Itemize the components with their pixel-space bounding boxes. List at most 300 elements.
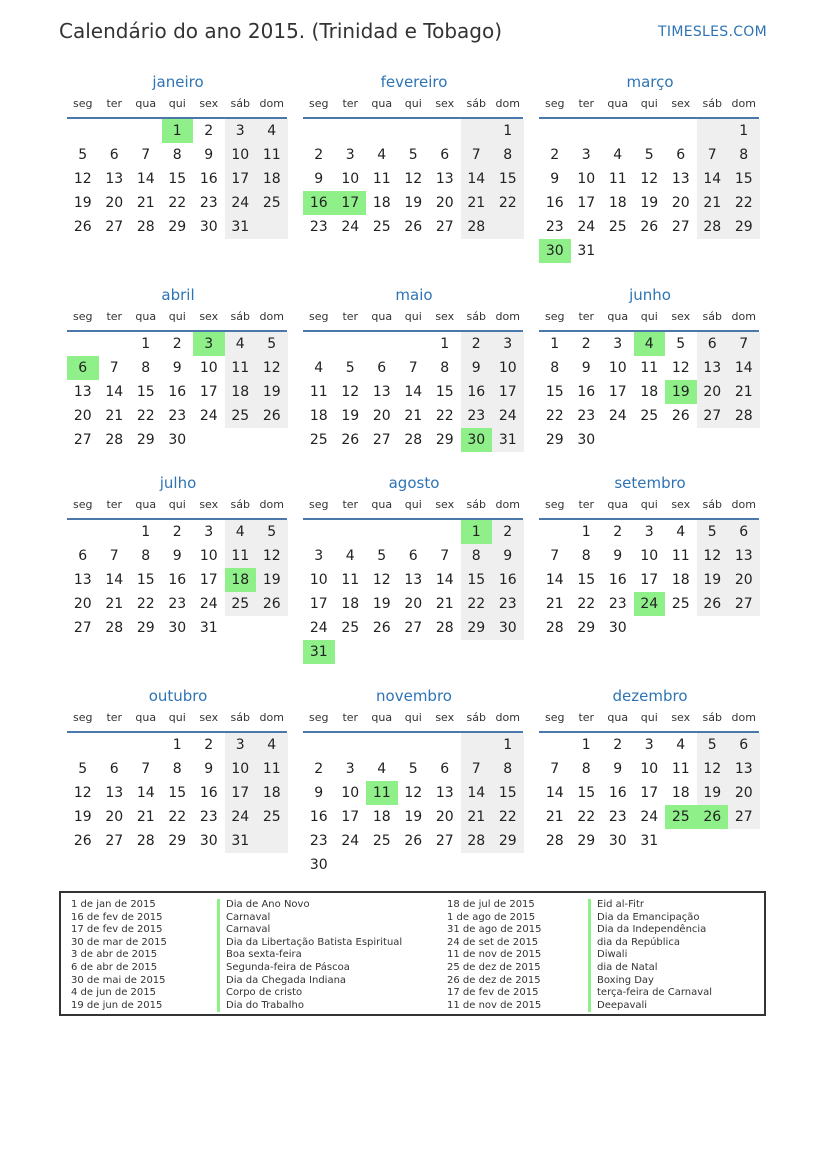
day-cell[interactable]: 20 xyxy=(105,195,124,211)
day-cell[interactable]: 24 xyxy=(634,592,666,616)
day-cell[interactable]: 31 xyxy=(225,829,257,853)
day-cell[interactable]: 13 xyxy=(73,572,92,588)
day-cell[interactable]: 25 xyxy=(372,219,391,235)
day-cell[interactable]: 5 xyxy=(256,520,288,544)
day-cell[interactable]: 2 xyxy=(581,336,591,352)
day-cell[interactable]: 15 xyxy=(168,785,187,801)
day-cell[interactable]: 25 xyxy=(608,219,627,235)
day-cell[interactable]: 22 xyxy=(492,191,524,215)
day-cell[interactable]: 25 xyxy=(341,620,360,636)
day-cell[interactable]: 28 xyxy=(136,219,155,235)
day-cell[interactable]: 12 xyxy=(671,360,690,376)
day-cell[interactable]: 9 xyxy=(492,544,524,568)
day-cell[interactable]: 11 xyxy=(225,544,257,568)
day-cell[interactable]: 11 xyxy=(225,356,257,380)
day-cell[interactable]: 21 xyxy=(435,596,454,612)
day-cell[interactable]: 6 xyxy=(697,332,729,356)
day-cell[interactable]: 16 xyxy=(168,384,187,400)
day-cell[interactable]: 13 xyxy=(73,384,92,400)
day-cell[interactable]: 16 xyxy=(545,195,564,211)
day-cell[interactable]: 30 xyxy=(608,833,627,849)
day-cell[interactable]: 1 xyxy=(728,119,760,143)
day-cell[interactable]: 22 xyxy=(492,805,524,829)
day-cell[interactable]: 14 xyxy=(545,572,564,588)
day-cell[interactable]: 14 xyxy=(105,572,124,588)
day-cell[interactable]: 31 xyxy=(303,640,335,664)
day-cell[interactable]: 9 xyxy=(204,761,214,777)
day-cell[interactable]: 15 xyxy=(168,171,187,187)
day-cell[interactable]: 10 xyxy=(341,171,360,187)
day-cell[interactable]: 17 xyxy=(640,785,659,801)
day-cell[interactable]: 28 xyxy=(105,432,124,448)
day-cell[interactable]: 30 xyxy=(168,432,187,448)
day-cell[interactable]: 17 xyxy=(225,167,257,191)
day-cell[interactable]: 27 xyxy=(372,432,391,448)
day-cell[interactable]: 26 xyxy=(697,592,729,616)
day-cell[interactable]: 24 xyxy=(608,408,627,424)
day-cell[interactable]: 5 xyxy=(697,520,729,544)
day-cell[interactable]: 28 xyxy=(105,620,124,636)
day-cell[interactable]: 2 xyxy=(550,147,560,163)
day-cell[interactable]: 5 xyxy=(345,360,355,376)
day-cell[interactable]: 23 xyxy=(545,219,564,235)
day-cell[interactable]: 31 xyxy=(225,215,257,239)
day-cell[interactable]: 17 xyxy=(199,384,218,400)
day-cell[interactable]: 12 xyxy=(256,356,288,380)
day-cell[interactable]: 1 xyxy=(550,336,560,352)
day-cell[interactable]: 30 xyxy=(199,833,218,849)
day-cell[interactable]: 19 xyxy=(372,596,391,612)
day-cell[interactable]: 22 xyxy=(545,408,564,424)
day-cell[interactable]: 21 xyxy=(461,805,493,829)
day-cell[interactable]: 25 xyxy=(640,408,659,424)
day-cell[interactable]: 5 xyxy=(644,147,654,163)
day-cell[interactable]: 12 xyxy=(640,171,659,187)
day-cell[interactable]: 23 xyxy=(168,408,187,424)
day-cell[interactable]: 6 xyxy=(377,360,387,376)
day-cell[interactable]: 19 xyxy=(256,568,288,592)
day-cell[interactable]: 22 xyxy=(728,191,760,215)
day-cell[interactable]: 19 xyxy=(697,568,729,592)
day-cell[interactable]: 14 xyxy=(136,785,155,801)
day-cell[interactable]: 21 xyxy=(697,191,729,215)
day-cell[interactable]: 3 xyxy=(644,524,654,540)
day-cell[interactable]: 18 xyxy=(671,572,690,588)
day-cell[interactable]: 27 xyxy=(404,620,423,636)
day-cell[interactable]: 4 xyxy=(377,147,387,163)
day-cell[interactable]: 13 xyxy=(435,785,454,801)
day-cell[interactable]: 19 xyxy=(697,781,729,805)
day-cell[interactable]: 7 xyxy=(109,360,119,376)
day-cell[interactable]: 9 xyxy=(314,785,324,801)
day-cell[interactable]: 26 xyxy=(73,833,92,849)
day-cell[interactable]: 13 xyxy=(671,171,690,187)
day-cell[interactable]: 12 xyxy=(73,785,92,801)
day-cell[interactable]: 23 xyxy=(309,219,328,235)
day-cell[interactable]: 19 xyxy=(404,809,423,825)
day-cell[interactable]: 2 xyxy=(314,147,324,163)
day-cell[interactable]: 15 xyxy=(492,781,524,805)
day-cell[interactable]: 7 xyxy=(408,360,418,376)
day-cell[interactable]: 1 xyxy=(162,119,194,143)
day-cell[interactable]: 17 xyxy=(492,380,524,404)
day-cell[interactable]: 16 xyxy=(608,785,627,801)
day-cell[interactable]: 6 xyxy=(728,520,760,544)
day-cell[interactable]: 16 xyxy=(577,384,596,400)
day-cell[interactable]: 17 xyxy=(608,384,627,400)
day-cell[interactable]: 3 xyxy=(204,524,214,540)
day-cell[interactable]: 20 xyxy=(73,408,92,424)
day-cell[interactable]: 19 xyxy=(665,380,697,404)
day-cell[interactable]: 21 xyxy=(136,809,155,825)
day-cell[interactable]: 11 xyxy=(671,548,690,564)
day-cell[interactable]: 8 xyxy=(581,548,591,564)
day-cell[interactable]: 1 xyxy=(440,336,450,352)
day-cell[interactable]: 6 xyxy=(440,761,450,777)
day-cell[interactable]: 18 xyxy=(256,781,288,805)
day-cell[interactable]: 25 xyxy=(225,404,257,428)
day-cell[interactable]: 28 xyxy=(545,620,564,636)
day-cell[interactable]: 10 xyxy=(199,360,218,376)
day-cell[interactable]: 3 xyxy=(345,761,355,777)
day-cell[interactable]: 5 xyxy=(256,332,288,356)
day-cell[interactable]: 18 xyxy=(372,809,391,825)
day-cell[interactable]: 22 xyxy=(136,408,155,424)
day-cell[interactable]: 27 xyxy=(671,219,690,235)
day-cell[interactable]: 28 xyxy=(435,620,454,636)
day-cell[interactable]: 28 xyxy=(728,404,760,428)
day-cell[interactable]: 12 xyxy=(404,785,423,801)
day-cell[interactable]: 3 xyxy=(225,733,257,757)
day-cell[interactable]: 3 xyxy=(644,737,654,753)
day-cell[interactable]: 11 xyxy=(341,572,360,588)
day-cell[interactable]: 10 xyxy=(225,143,257,167)
day-cell[interactable]: 6 xyxy=(440,147,450,163)
day-cell[interactable]: 18 xyxy=(341,596,360,612)
day-cell[interactable]: 7 xyxy=(109,548,119,564)
day-cell[interactable]: 10 xyxy=(199,548,218,564)
day-cell[interactable]: 16 xyxy=(461,380,493,404)
day-cell[interactable]: 4 xyxy=(345,548,355,564)
day-cell[interactable]: 28 xyxy=(404,432,423,448)
day-cell[interactable]: 9 xyxy=(613,761,623,777)
day-cell[interactable]: 30 xyxy=(461,428,493,452)
day-cell[interactable]: 25 xyxy=(372,833,391,849)
day-cell[interactable]: 13 xyxy=(728,757,760,781)
day-cell[interactable]: 2 xyxy=(204,737,214,753)
day-cell[interactable]: 14 xyxy=(461,781,493,805)
day-cell[interactable]: 4 xyxy=(225,332,257,356)
day-cell[interactable]: 7 xyxy=(461,757,493,781)
day-cell[interactable]: 25 xyxy=(225,592,257,616)
day-cell[interactable]: 12 xyxy=(341,384,360,400)
day-cell[interactable]: 5 xyxy=(78,761,88,777)
day-cell[interactable]: 6 xyxy=(728,733,760,757)
day-cell[interactable]: 5 xyxy=(78,147,88,163)
day-cell[interactable]: 18 xyxy=(309,408,328,424)
day-cell[interactable]: 23 xyxy=(608,809,627,825)
day-cell[interactable]: 20 xyxy=(435,809,454,825)
day-cell[interactable]: 25 xyxy=(256,191,288,215)
day-cell[interactable]: 23 xyxy=(608,596,627,612)
day-cell[interactable]: 4 xyxy=(314,360,324,376)
day-cell[interactable]: 9 xyxy=(172,360,182,376)
day-cell[interactable]: 26 xyxy=(697,805,729,829)
day-cell[interactable]: 28 xyxy=(461,215,493,239)
day-cell[interactable]: 1 xyxy=(581,737,591,753)
day-cell[interactable]: 23 xyxy=(461,404,493,428)
day-cell[interactable]: 9 xyxy=(461,356,493,380)
day-cell[interactable]: 7 xyxy=(461,143,493,167)
day-cell[interactable]: 11 xyxy=(256,757,288,781)
day-cell[interactable]: 3 xyxy=(581,147,591,163)
day-cell[interactable]: 21 xyxy=(545,809,564,825)
day-cell[interactable]: 21 xyxy=(545,596,564,612)
day-cell[interactable]: 23 xyxy=(199,809,218,825)
day-cell[interactable]: 9 xyxy=(204,147,214,163)
day-cell[interactable]: 16 xyxy=(199,171,218,187)
day-cell[interactable]: 4 xyxy=(634,332,666,356)
day-cell[interactable]: 31 xyxy=(577,243,596,259)
day-cell[interactable]: 24 xyxy=(225,191,257,215)
day-cell[interactable]: 9 xyxy=(172,548,182,564)
day-cell[interactable]: 22 xyxy=(435,408,454,424)
day-cell[interactable]: 14 xyxy=(404,384,423,400)
day-cell[interactable]: 5 xyxy=(408,761,418,777)
day-cell[interactable]: 4 xyxy=(225,520,257,544)
day-cell[interactable]: 26 xyxy=(256,592,288,616)
day-cell[interactable]: 19 xyxy=(404,195,423,211)
day-cell[interactable]: 26 xyxy=(341,432,360,448)
day-cell[interactable]: 3 xyxy=(613,336,623,352)
day-cell[interactable]: 15 xyxy=(435,384,454,400)
day-cell[interactable]: 3 xyxy=(492,332,524,356)
day-cell[interactable]: 18 xyxy=(225,380,257,404)
day-cell[interactable]: 15 xyxy=(136,384,155,400)
day-cell[interactable]: 30 xyxy=(168,620,187,636)
day-cell[interactable]: 12 xyxy=(73,171,92,187)
day-cell[interactable]: 8 xyxy=(492,757,524,781)
day-cell[interactable]: 29 xyxy=(136,620,155,636)
day-cell[interactable]: 28 xyxy=(697,215,729,239)
day-cell[interactable]: 26 xyxy=(671,408,690,424)
day-cell[interactable]: 17 xyxy=(341,809,360,825)
day-cell[interactable]: 17 xyxy=(199,572,218,588)
day-cell[interactable]: 6 xyxy=(78,548,88,564)
day-cell[interactable]: 20 xyxy=(728,781,760,805)
day-cell[interactable]: 20 xyxy=(404,596,423,612)
day-cell[interactable]: 24 xyxy=(341,219,360,235)
day-cell[interactable]: 10 xyxy=(225,757,257,781)
day-cell[interactable]: 12 xyxy=(697,757,729,781)
day-cell[interactable]: 16 xyxy=(199,785,218,801)
day-cell[interactable]: 1 xyxy=(492,733,524,757)
day-cell[interactable]: 20 xyxy=(697,380,729,404)
day-cell[interactable]: 21 xyxy=(105,596,124,612)
day-cell[interactable]: 7 xyxy=(550,761,560,777)
day-cell[interactable]: 2 xyxy=(172,524,182,540)
day-cell[interactable]: 29 xyxy=(136,432,155,448)
day-cell[interactable]: 12 xyxy=(697,544,729,568)
day-cell[interactable]: 29 xyxy=(545,432,564,448)
day-cell[interactable]: 1 xyxy=(461,520,493,544)
day-cell[interactable]: 18 xyxy=(256,167,288,191)
day-cell[interactable]: 13 xyxy=(105,785,124,801)
day-cell[interactable]: 15 xyxy=(728,167,760,191)
day-cell[interactable]: 15 xyxy=(545,384,564,400)
day-cell[interactable]: 23 xyxy=(168,596,187,612)
day-cell[interactable]: 16 xyxy=(492,568,524,592)
day-cell[interactable]: 16 xyxy=(168,572,187,588)
day-cell[interactable]: 13 xyxy=(435,171,454,187)
day-cell[interactable]: 4 xyxy=(676,737,686,753)
day-cell[interactable]: 27 xyxy=(435,833,454,849)
day-cell[interactable]: 23 xyxy=(577,408,596,424)
day-cell[interactable]: 9 xyxy=(550,171,560,187)
day-cell[interactable]: 20 xyxy=(728,568,760,592)
day-cell[interactable]: 20 xyxy=(671,195,690,211)
day-cell[interactable]: 13 xyxy=(404,572,423,588)
day-cell[interactable]: 15 xyxy=(136,572,155,588)
day-cell[interactable]: 16 xyxy=(608,572,627,588)
day-cell[interactable]: 29 xyxy=(728,215,760,239)
day-cell[interactable]: 8 xyxy=(141,548,151,564)
brand-link[interactable]: TIMESLES.COM xyxy=(658,24,767,40)
day-cell[interactable]: 20 xyxy=(435,195,454,211)
day-cell[interactable]: 30 xyxy=(577,432,596,448)
day-cell[interactable]: 5 xyxy=(377,548,387,564)
day-cell[interactable]: 26 xyxy=(404,833,423,849)
day-cell[interactable]: 5 xyxy=(676,336,686,352)
day-cell[interactable]: 3 xyxy=(345,147,355,163)
day-cell[interactable]: 7 xyxy=(141,761,151,777)
day-cell[interactable]: 10 xyxy=(341,785,360,801)
day-cell[interactable]: 8 xyxy=(172,761,182,777)
day-cell[interactable]: 27 xyxy=(728,592,760,616)
day-cell[interactable]: 29 xyxy=(577,833,596,849)
day-cell[interactable]: 2 xyxy=(613,524,623,540)
day-cell[interactable]: 19 xyxy=(73,809,92,825)
day-cell[interactable]: 13 xyxy=(728,544,760,568)
day-cell[interactable]: 8 xyxy=(581,761,591,777)
day-cell[interactable]: 27 xyxy=(105,219,124,235)
day-cell[interactable]: 10 xyxy=(640,761,659,777)
day-cell[interactable]: 2 xyxy=(204,123,214,139)
day-cell[interactable]: 1 xyxy=(141,524,151,540)
day-cell[interactable]: 27 xyxy=(105,833,124,849)
day-cell[interactable]: 5 xyxy=(408,147,418,163)
day-cell[interactable]: 12 xyxy=(404,171,423,187)
day-cell[interactable]: 2 xyxy=(314,761,324,777)
day-cell[interactable]: 28 xyxy=(461,829,493,853)
day-cell[interactable]: 24 xyxy=(341,833,360,849)
day-cell[interactable]: 17 xyxy=(577,195,596,211)
day-cell[interactable]: 29 xyxy=(168,833,187,849)
day-cell[interactable]: 30 xyxy=(492,616,524,640)
day-cell[interactable]: 6 xyxy=(109,761,119,777)
day-cell[interactable]: 8 xyxy=(492,143,524,167)
day-cell[interactable]: 14 xyxy=(461,167,493,191)
day-cell[interactable]: 6 xyxy=(676,147,686,163)
day-cell[interactable]: 1 xyxy=(141,336,151,352)
day-cell[interactable]: 30 xyxy=(608,620,627,636)
day-cell[interactable]: 10 xyxy=(309,572,328,588)
day-cell[interactable]: 24 xyxy=(199,596,218,612)
day-cell[interactable]: 2 xyxy=(613,737,623,753)
day-cell[interactable]: 6 xyxy=(67,356,99,380)
day-cell[interactable]: 15 xyxy=(492,167,524,191)
day-cell[interactable]: 8 xyxy=(728,143,760,167)
day-cell[interactable]: 20 xyxy=(372,408,391,424)
day-cell[interactable]: 22 xyxy=(136,596,155,612)
day-cell[interactable]: 2 xyxy=(172,336,182,352)
day-cell[interactable]: 25 xyxy=(665,805,697,829)
day-cell[interactable]: 23 xyxy=(492,592,524,616)
day-cell[interactable]: 15 xyxy=(577,785,596,801)
day-cell[interactable]: 29 xyxy=(168,219,187,235)
day-cell[interactable]: 25 xyxy=(256,805,288,829)
day-cell[interactable]: 14 xyxy=(728,356,760,380)
day-cell[interactable]: 2 xyxy=(461,332,493,356)
day-cell[interactable]: 22 xyxy=(168,809,187,825)
day-cell[interactable]: 14 xyxy=(136,171,155,187)
day-cell[interactable]: 1 xyxy=(492,119,524,143)
day-cell[interactable]: 27 xyxy=(73,620,92,636)
day-cell[interactable]: 13 xyxy=(105,171,124,187)
day-cell[interactable]: 20 xyxy=(73,596,92,612)
day-cell[interactable]: 29 xyxy=(435,432,454,448)
day-cell[interactable]: 7 xyxy=(728,332,760,356)
day-cell[interactable]: 27 xyxy=(73,432,92,448)
day-cell[interactable]: 14 xyxy=(435,572,454,588)
day-cell[interactable]: 10 xyxy=(608,360,627,376)
day-cell[interactable]: 17 xyxy=(225,781,257,805)
day-cell[interactable]: 29 xyxy=(461,616,493,640)
day-cell[interactable]: 13 xyxy=(697,356,729,380)
day-cell[interactable]: 18 xyxy=(608,195,627,211)
day-cell[interactable]: 27 xyxy=(728,805,760,829)
day-cell[interactable]: 28 xyxy=(136,833,155,849)
day-cell[interactable]: 29 xyxy=(577,620,596,636)
day-cell[interactable]: 7 xyxy=(550,548,560,564)
day-cell[interactable]: 31 xyxy=(640,833,659,849)
day-cell[interactable]: 6 xyxy=(408,548,418,564)
day-cell[interactable]: 11 xyxy=(309,384,328,400)
day-cell[interactable]: 22 xyxy=(168,195,187,211)
day-cell[interactable]: 29 xyxy=(492,829,524,853)
day-cell[interactable]: 7 xyxy=(697,143,729,167)
day-cell[interactable]: 25 xyxy=(671,596,690,612)
day-cell[interactable]: 21 xyxy=(136,195,155,211)
day-cell[interactable]: 12 xyxy=(256,544,288,568)
day-cell[interactable]: 8 xyxy=(461,544,493,568)
day-cell[interactable]: 8 xyxy=(141,360,151,376)
day-cell[interactable]: 19 xyxy=(256,380,288,404)
day-cell[interactable]: 11 xyxy=(366,781,398,805)
day-cell[interactable]: 26 xyxy=(372,620,391,636)
day-cell[interactable]: 30 xyxy=(539,239,571,263)
day-cell[interactable]: 30 xyxy=(199,219,218,235)
day-cell[interactable]: 17 xyxy=(640,572,659,588)
day-cell[interactable]: 18 xyxy=(372,195,391,211)
day-cell[interactable]: 6 xyxy=(109,147,119,163)
day-cell[interactable]: 24 xyxy=(199,408,218,424)
day-cell[interactable]: 19 xyxy=(341,408,360,424)
day-cell[interactable]: 21 xyxy=(105,408,124,424)
day-cell[interactable]: 4 xyxy=(377,761,387,777)
day-cell[interactable]: 15 xyxy=(577,572,596,588)
day-cell[interactable]: 22 xyxy=(461,592,493,616)
